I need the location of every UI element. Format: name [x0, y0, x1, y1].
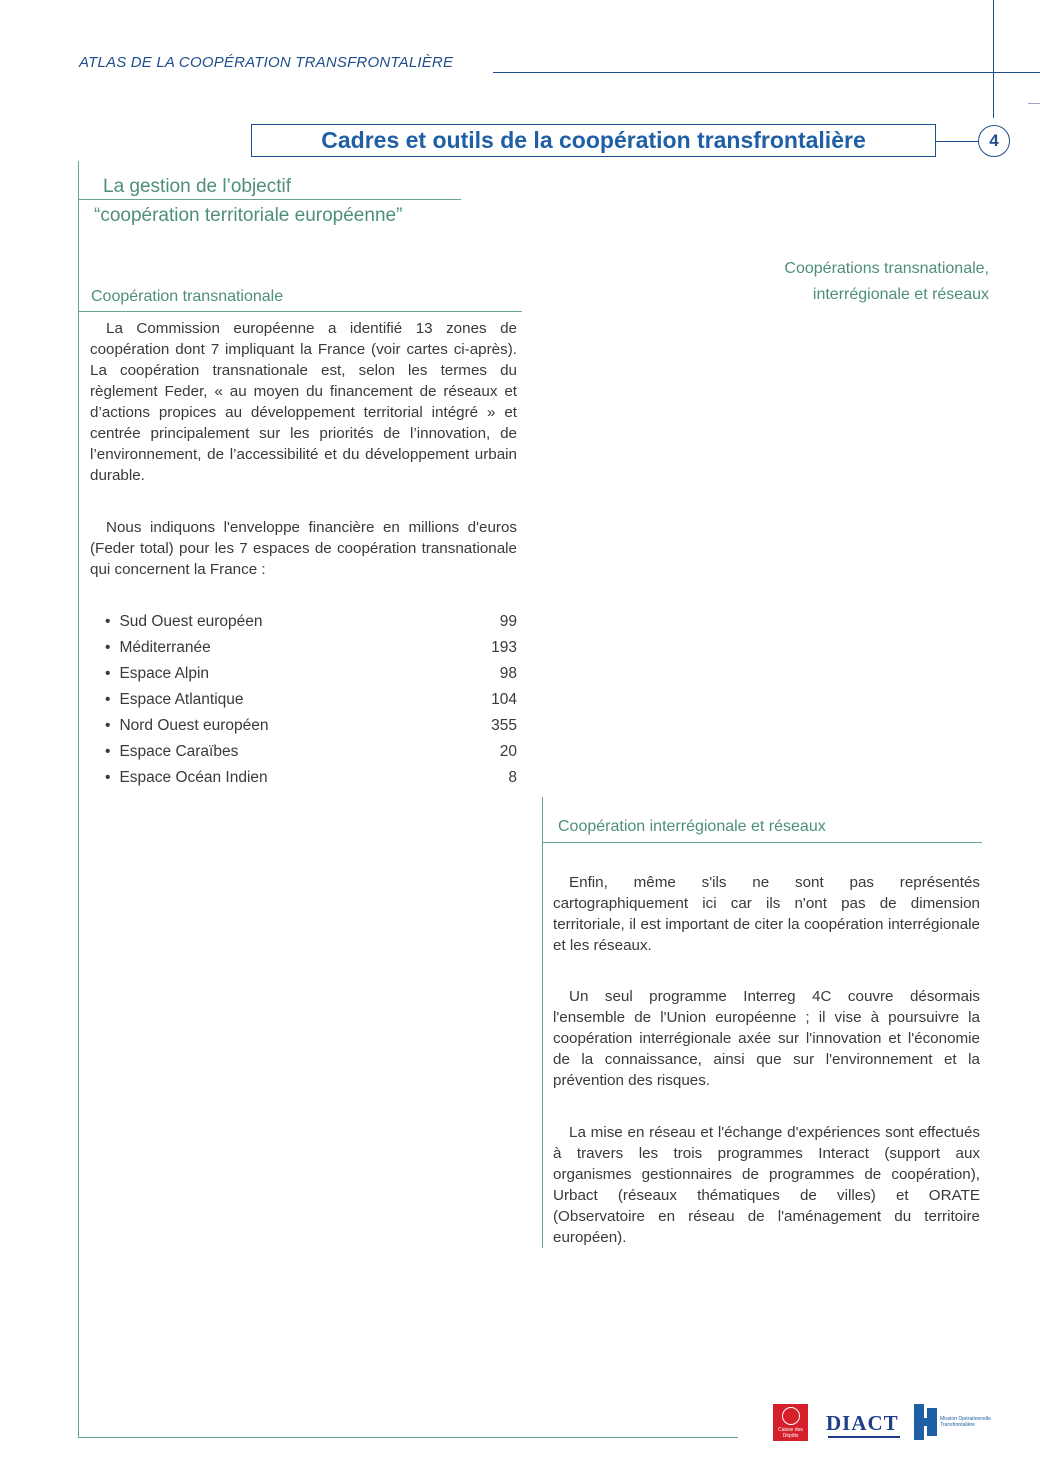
- chapter-number: 4: [989, 131, 999, 150]
- chapter-title-box: [251, 124, 936, 157]
- caisse-des-depots-logo: [773, 1404, 808, 1441]
- transnational-para1: La Commission européenne a identifié 13 zones de coopération dont 7 impliquant la France (voir cartes ci-après). La coopération transnationale est, selon les termes du règlement Feder, « au moyen du financement de réseaux et d’actions propices au développement territorial intégré » et centrée principalement sur les priorités de l’innovation, de l’environnement, de l’accessibilité et du développement urbain durable.: [90, 320, 517, 484]
- list-item: • Méditerranée 193: [105, 638, 517, 664]
- budget-list: [105, 612, 517, 794]
- right-header-line2: interrégionale et réseaux: [812, 286, 989, 303]
- section-title-line2: “coopération territoriale européenne”: [94, 205, 403, 226]
- interregional-para3: La mise en réseau et l'échange d'expériences sont effectués à travers les trois programmes Interact (support aux organismes gestionnaires de programmes de coopération), Urbact (réseaux thématiques de villes) et ORATE (Observatoire en réseau de l'aménagement du territoire européen).: [553, 1124, 980, 1246]
- list-item: • Sud Ouest européen 99: [105, 612, 517, 638]
- right-header: [784, 256, 989, 308]
- list-item: • Espace Caraïbes 20: [105, 742, 517, 768]
- interregional-para1: Enfin, même s'ils ne sont pas représentés cartographiquement ici car ils n'ont pas de dimension territoriale, il est important de citer la coopération interrégionale et les réseaux.: [553, 874, 980, 954]
- chapter-number-badge: [978, 125, 1010, 157]
- mot-logo: [911, 1404, 991, 1442]
- transnational-heading: Coopération transnationale: [91, 288, 284, 305]
- section-title-rule: [78, 199, 461, 200]
- mot-logo-text: Mission Opérationnelle Transfrontalière: [940, 1416, 991, 1428]
- diact-logo-underline: [828, 1436, 900, 1438]
- transnational-para2: Nous indiquons l'enveloppe financière en millions d'euros (Feder total) pour les 7 espaces de coopération transnationale qui concernent la France :: [90, 519, 517, 578]
- chapter-connector: [936, 141, 978, 142]
- footer-rule: [78, 1437, 738, 1438]
- list-item: • Nord Ouest européen 355: [105, 716, 517, 742]
- chapter-title: Cadres et outils de la coopération transfrontalière: [321, 127, 866, 153]
- header-rule: [493, 72, 1040, 73]
- diact-logo: DIACT: [826, 1411, 899, 1435]
- transnational-heading-rule: [78, 311, 522, 312]
- list-item: • Espace Atlantique 104: [105, 690, 517, 716]
- interregional-heading-rule: [542, 842, 982, 843]
- right-header-line1: Coopérations transnationale,: [784, 260, 989, 277]
- interregional-para2: Un seul programme Interreg 4C couvre désormais l'ensemble de l'Union européenne ; il vise à poursuivre la coopération interrégionale axée sur l'innovation et l'économie de la connaissance, ainsi que sur l'environnement et la prévention des risques.: [553, 988, 980, 1089]
- mot-logo-mark-bridge: [921, 1418, 931, 1426]
- right-vertical-rule: [993, 0, 994, 118]
- list-item: • Espace Océan Indien 8: [105, 768, 517, 794]
- chapter-dash: [1028, 103, 1040, 104]
- interregional-heading: Coopération interrégionale et réseaux: [558, 818, 826, 835]
- caisse-des-depots-logo-text: Caisse des Dépôts: [778, 1427, 803, 1439]
- left-vertical-rule: [78, 161, 79, 1438]
- seal-icon: [782, 1407, 800, 1425]
- interregional-vertical-rule: [542, 797, 543, 1248]
- list-item: • Espace Alpin 98: [105, 664, 517, 690]
- section-title-line1: La gestion de l’objectif: [103, 176, 292, 197]
- running-title: ATLAS DE LA COOPÉRATION TRANSFRONTALIÈRE: [79, 54, 454, 71]
